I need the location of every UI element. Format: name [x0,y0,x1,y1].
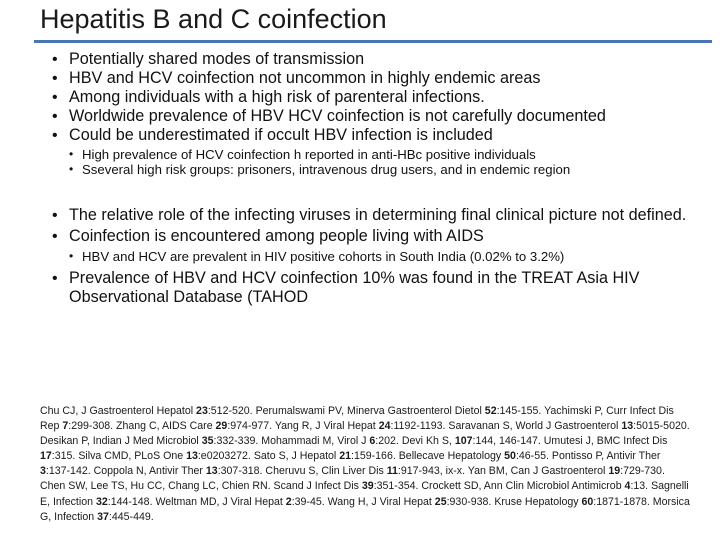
reference-citation: Perumalswami PV, Minerva Gastroenterol Dietol 52:145-155. [255,405,545,417]
reference-citation: Silva CMD, PLoS One 13:e0203272. [78,450,254,463]
title-underline [34,40,712,43]
reference-citation: Umutesi J, BMC Infect Dis 17:315. [40,435,668,463]
reference-citation: Bellecave Hepatology 50:46-55. [398,450,552,463]
reference-citation: Yan BM, Can J Gastroenterol 19:729-730. [467,465,665,478]
reference-citation: Sagnelli E, Infection 32:144-148. [40,480,689,508]
reference-citation: Wang H, J Viral Hepat 25:930-938. [327,495,495,508]
bullet-item: • Worldwide prevalence of HBV HCV coinfection is not carefully documented [52,107,702,126]
bullet-item: • Among individuals with a high risk of parenteral infections. [52,88,702,107]
reference-citation: Coppola N, Antivir Ther 13:307-318. [93,465,266,478]
reference-citation: Desikan P, Indian J Med Microbiol 35:332-339. [40,435,262,448]
reference-citation: Sato S, J Hepatol 21:159-166. [253,450,399,463]
bullet-item: • Prevalence of HBV and HCV coinfection 10% was found in the TREAT Asia HIV Observational Database (TAHOD [52,269,702,307]
reference-citation: Crockett SD, Ann Clin Microbiol Antimicrob 4:13. [421,480,652,493]
sub-bullet-item: • HBV and HCV are prevalent in HIV positive cohorts in South India (0.02% to 3.2%) [52,249,702,264]
reference-citation: Weltman MD, J Viral Hepat 2:39-45. [155,495,328,508]
bullet-item: • Could be underestimated if occult HBV infection is included [52,126,702,145]
reference-citation: Morsica G, Infection 37:445-449. [40,495,690,523]
sub-bullet-item: • High prevalence of HCV coinfection h reported in anti-HBc positive individuals [52,147,702,162]
reference-citation: Mohammadi M, Virol J 6:202. [261,435,402,448]
bullet-item: • Potentially shared modes of transmission [52,50,702,69]
bullet-item: • Coinfection is encountered among people living with AIDS [52,227,702,246]
reference-citation: Yang R, J Viral Hepat 24:1192-1193. [274,420,449,433]
reference-citation: Chen SW, Lee TS, Hu CC, Chang LC, Chien RN. Scand J Infect Dis 39:351-354. [40,480,422,493]
bullet-item: • The relative role of the infecting viruses in determining final clinical picture not defined. [52,206,702,225]
reference-citation: Devi Kh S, 107:144, 146-147. [401,435,544,448]
reference-citation: Kruse Hepatology 60:1871-1878. [494,495,653,508]
bullet-list [52,50,702,307]
reference-citation: Zhang C, AIDS Care 29:974-977. [116,420,275,433]
reference-citation: Saravanan S, World J Gastroenterol 13:5015-5020. [448,420,690,433]
bullet-item: • HBV and HCV coinfection not uncommon in highly endemic areas [52,69,702,88]
slide-title: Hepatitis B and C coinfection [40,4,387,34]
sub-bullet-item: • Sseveral high risk groups: prisoners, intravenous drug users, and in endemic region [52,162,702,177]
reference-citation: Pontisso P, Antivir Ther 3:137-142. [40,450,661,478]
reference-citation: Yachimski P, Curr Infect Dis Rep 7:299-308. [40,405,674,433]
references [40,404,692,525]
reference-citation: Chu CJ, J Gastroenterol Hepatol 23:512-520. [40,405,256,417]
reference-citation: Cheruvu S, Clin Liver Dis 11:917-943, ix-x. [265,465,468,478]
